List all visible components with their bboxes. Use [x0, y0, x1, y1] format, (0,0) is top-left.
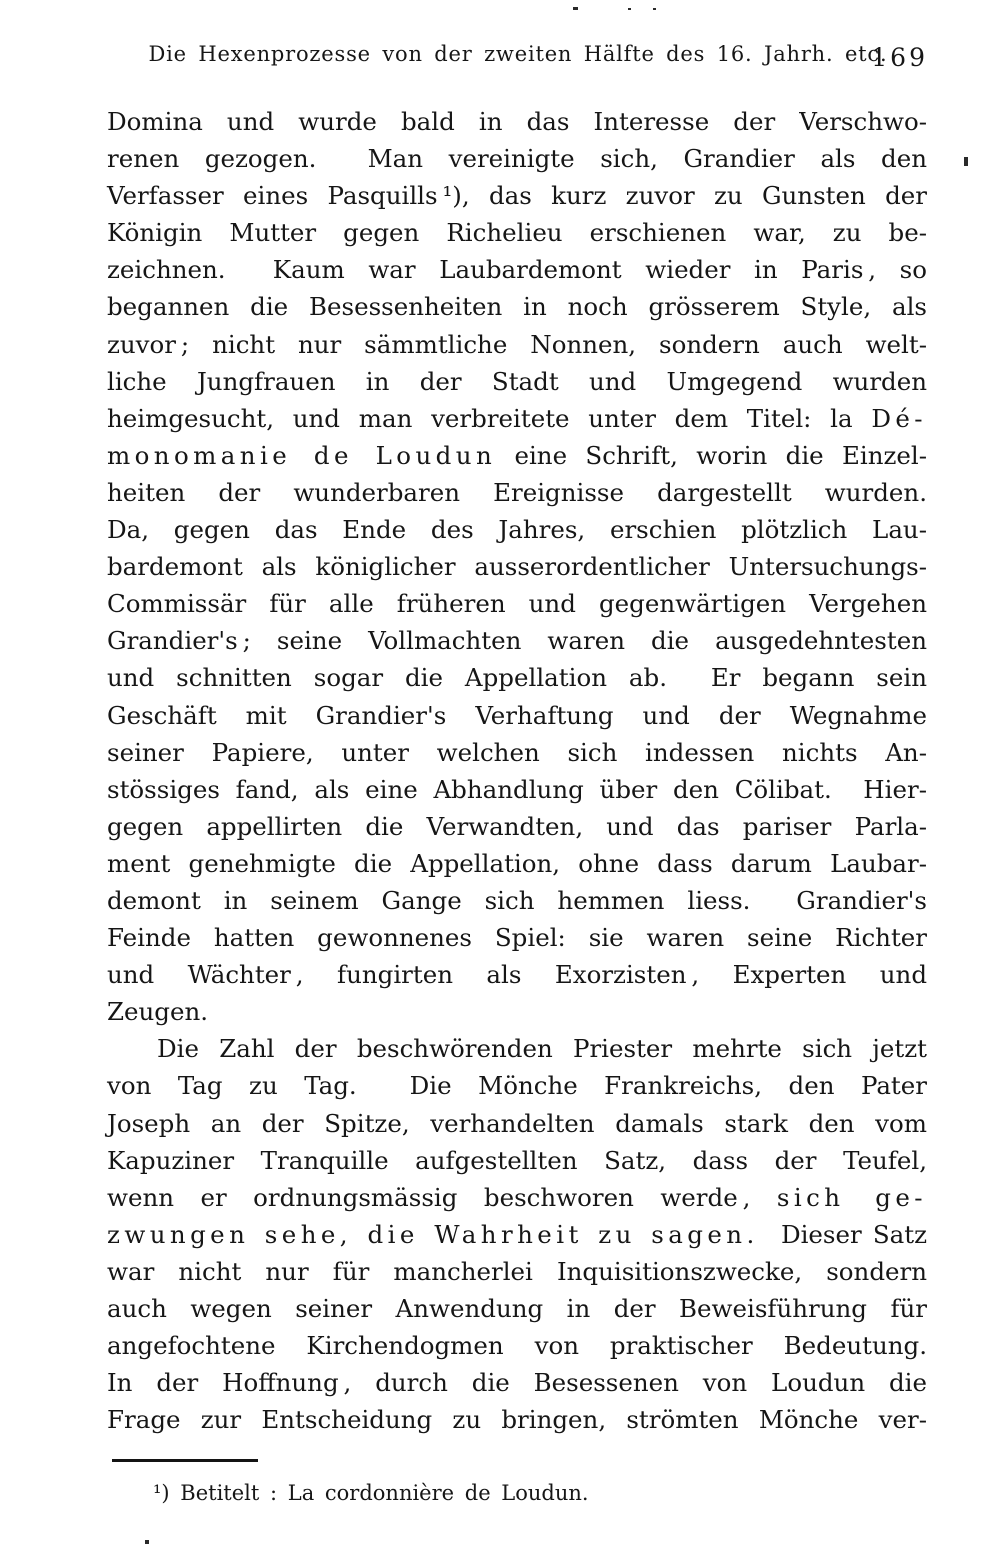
- text-segment: und Wächter , fungirten als Exorzisten , Experten und: [107, 960, 927, 990]
- text-segment: Verfasser eines Pasquills ¹), das kurz zuvor zu Gunsten der: [107, 181, 927, 211]
- text-segment: Grandier's ; seine Vollmachten waren die ausgedehntesten: [107, 626, 927, 656]
- scan-speck: [628, 8, 631, 10]
- text-line: [107, 177, 927, 214]
- text-line: [107, 585, 927, 622]
- text-line: [107, 1327, 927, 1364]
- text-line: [107, 251, 927, 288]
- text-line: [107, 808, 927, 845]
- text-segment: Commissär für alle früheren und gegenwärtigen Vergehen: [107, 589, 927, 619]
- footnote: ¹) Betitelt : La cordonnière de Loudun.: [153, 1481, 589, 1505]
- text-line: [107, 1290, 927, 1327]
- text-segment: Domina und wurde bald in das Interesse der Verschwo-: [107, 107, 927, 136]
- text-line: [107, 363, 927, 400]
- text-line: [107, 1179, 927, 1216]
- text-line: [107, 103, 927, 140]
- text-segment: Geschäft mit Grandier's Verhaftung und der Wegnahme: [107, 700, 927, 730]
- text-line: [107, 437, 927, 474]
- text-line: [107, 1105, 927, 1142]
- emphasized-text-segment: zwungen sehe, die Wahrheit zu sagen.: [107, 1219, 759, 1249]
- text-segment: wenn er ordnungsmässig beschworen werde ,: [107, 1182, 777, 1212]
- text-segment: begannen die Besessenheiten in noch grösserem Style, als: [107, 292, 927, 322]
- text-segment: Joseph an der Spitze, verhandelten damals stark den vom: [107, 1108, 927, 1138]
- text-segment: Die Zahl der beschwörenden Priester mehrte sich jetzt: [157, 1034, 927, 1064]
- text-segment: gegen appellirten die Verwandten, und das pariser Parla-: [107, 811, 927, 841]
- text-segment: war nicht nur für mancherlei Inquisitionszwecke, sondern: [107, 1256, 927, 1286]
- text-line: [107, 919, 927, 956]
- text-segment: heimgesucht, und man verbreitete unter dem Titel: la: [107, 403, 872, 433]
- text-segment: In der Hoffnung , durch die Besessenen von Loudun die: [107, 1368, 927, 1398]
- text-segment: zeichnen. Kaum war Laubardemont wieder in Paris , so: [107, 255, 927, 285]
- text-line: [107, 1253, 927, 1290]
- text-segment: eine Schrift, worin die Einzel-: [496, 440, 928, 470]
- text-line: [107, 1216, 927, 1253]
- text-segment: renen gezogen. Man vereinigte sich, Grandier als den: [107, 144, 927, 174]
- page-number: 169: [871, 43, 928, 72]
- emphasized-text-segment: sich ge-: [776, 1182, 927, 1212]
- text-segment: und schnitten sogar die Appellation ab. Er begann sein: [107, 663, 927, 693]
- scan-speck: [145, 1540, 149, 1544]
- footnote-separator-rule: [112, 1459, 258, 1462]
- text-line: [107, 400, 927, 437]
- text-line: [107, 548, 927, 585]
- text-line: [107, 288, 927, 325]
- text-segment: heiten der wunderbaren Ereignisse dargestellt wurden.: [107, 477, 927, 507]
- text-segment: bardemont als königlicher ausserordentlicher Untersuchungs-: [107, 552, 927, 582]
- text-line: [107, 1067, 927, 1104]
- running-title: Die Hexenprozesse von der zweiten Hälfte des 16. Jahrh. etc.: [148, 42, 888, 66]
- text-line: [107, 326, 927, 363]
- text-segment: ment genehmigte die Appellation, ohne dass darum Laubar-: [107, 848, 927, 878]
- text-line: [107, 511, 927, 548]
- text-segment: auch wegen seiner Anwendung in der Beweisführung für: [107, 1294, 927, 1323]
- text-line: [107, 956, 927, 993]
- text-segment: liche Jungfrauen in der Stadt und Umgegend wurden: [107, 366, 927, 396]
- emphasized-text-segment: monomanie de Loudun: [107, 440, 497, 470]
- text-line: [107, 1142, 927, 1179]
- text-line: [107, 474, 927, 511]
- running-header: [108, 42, 928, 82]
- text-line: [107, 659, 927, 696]
- text-segment: Kapuziner Tranquille aufgestellten Satz, dass der Teufel,: [107, 1145, 927, 1175]
- emphasized-text-segment: Dé-: [871, 403, 927, 433]
- text-line: [107, 771, 927, 808]
- text-line: [107, 622, 927, 659]
- text-segment: Frage zur Entscheidung zu bringen, strömten Mönche ver-: [107, 1405, 927, 1435]
- page-body: [107, 103, 927, 1438]
- text-segment: Da, gegen das Ende des Jahres, erschien plötzlich Lau-: [107, 515, 927, 545]
- text-segment: von Tag zu Tag. Die Mönche Frankreichs, den Pater: [107, 1071, 927, 1101]
- text-segment: Königin Mutter gegen Richelieu erschienen war, zu be-: [107, 218, 927, 248]
- text-segment: Zeugen.: [107, 997, 209, 1027]
- text-line: [107, 214, 927, 251]
- text-line: [107, 845, 927, 882]
- scan-speck: [653, 8, 656, 10]
- text-line: [107, 1030, 927, 1067]
- scan-speck: [573, 7, 578, 10]
- text-line: [107, 1364, 927, 1401]
- text-segment: stössiges fand, als eine Abhandlung über den Cölibat. Hier-: [107, 774, 927, 804]
- text-segment: Dieser Satz: [758, 1219, 927, 1249]
- text-line: [107, 882, 927, 919]
- text-line: [107, 697, 927, 734]
- text-segment: Feinde hatten gewonnenes Spiel: sie waren seine Richter: [107, 923, 927, 953]
- text-line: [107, 140, 927, 177]
- text-segment: demont in seinem Gange sich hemmen liess. Grandier's: [107, 885, 927, 915]
- text-segment: angefochtene Kirchendogmen von praktischer Bedeutung.: [107, 1331, 927, 1361]
- text-line: [107, 734, 927, 771]
- text-segment: seiner Papiere, unter welchen sich indessen nichts An-: [107, 737, 927, 767]
- scan-speck: [964, 157, 968, 166]
- text-segment: zuvor ; nicht nur sämmtliche Nonnen, sondern auch welt-: [107, 329, 927, 359]
- text-line: [107, 1401, 927, 1438]
